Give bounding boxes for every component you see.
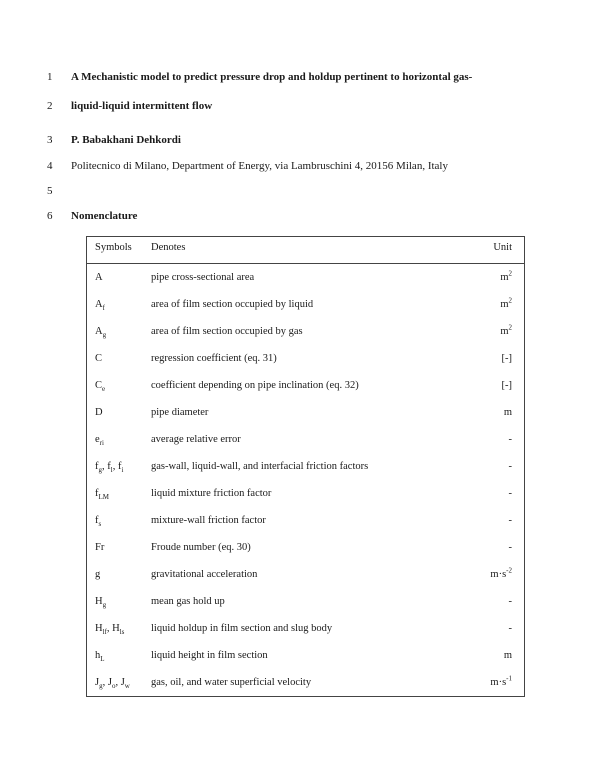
unit-text: - (508, 434, 512, 445)
unit-cell (471, 399, 525, 426)
symbol-extra: , $J_o$, $J_w$ (102, 677, 130, 691)
unit-cell (471, 534, 525, 561)
table-header-row (87, 237, 525, 264)
symbol-cell (87, 426, 152, 453)
symbol-cell (87, 588, 152, 615)
symbol-text: H (95, 623, 103, 634)
author-affiliation: Politecnico di Milano, Department of Energy, via Lambruschini 4, 20156 Milan, Italy (71, 160, 448, 172)
symbol-cell (87, 372, 152, 399)
symbol-subscript: g (98, 466, 102, 475)
unit-cell (471, 669, 525, 697)
table-row (87, 642, 525, 669)
unit-text: - (508, 461, 512, 472)
paper-title-line-2: liquid-liquid intermittent flow (71, 100, 213, 112)
symbol-text: Fr (95, 542, 105, 553)
denotes-cell: coefficient depending on pipe inclination (eq. 32) (151, 380, 359, 391)
line-number: 4 (47, 160, 53, 172)
symbol-text: A (95, 326, 103, 337)
symbol-cell (87, 453, 152, 480)
symbol-cell (87, 642, 152, 669)
header-denotes: Denotes (151, 237, 471, 264)
denotes-cell: liquid mixture friction factor (151, 488, 272, 499)
symbol-cell (87, 534, 152, 561)
symbol-cell (87, 291, 152, 318)
unit-text: - (508, 596, 512, 607)
table-row (87, 345, 525, 372)
denotes-cell: liquid holdup in film section and slug body (151, 623, 333, 634)
unit-text: - (508, 515, 512, 526)
unit-text: [-] (501, 353, 512, 364)
unit-cell (471, 264, 525, 292)
denotes-cell: mean gas hold up (151, 596, 225, 607)
symbol-cell (87, 318, 152, 345)
line-number: 3 (47, 134, 53, 146)
denotes-cell: Froude number (eq. 30) (151, 542, 251, 553)
unit-text: - (508, 488, 512, 499)
unit-text: m·s (490, 677, 507, 688)
denotes-cell: pipe cross-sectional area (151, 272, 255, 283)
symbol-subscript: f (102, 304, 105, 313)
unit-cell (471, 291, 525, 318)
table-row (87, 534, 525, 561)
unit-superscript: 2 (508, 323, 512, 332)
table-row (87, 453, 525, 480)
unit-cell (471, 345, 525, 372)
paper-title-line-1: A Mechanistic model to predict pressure drop and holdup pertinent to horizontal gas- (71, 71, 473, 83)
denotes-cell: gas-wall, liquid-wall, and interfacial friction factors (151, 461, 369, 472)
nomenclature-table (86, 236, 525, 697)
denotes-cell: average relative error (151, 434, 241, 445)
symbol-subscript: g (102, 601, 107, 610)
symbol-text: C (95, 380, 103, 391)
unit-cell (471, 615, 525, 642)
line-number: 6 (47, 210, 53, 222)
symbol-subscript: e (102, 385, 106, 394)
table-row (87, 372, 525, 399)
table-row (87, 588, 525, 615)
unit-cell (471, 480, 525, 507)
symbol-text: A (95, 272, 103, 283)
unit-cell (471, 507, 525, 534)
symbol-text: f (95, 461, 99, 472)
symbol-cell (87, 399, 152, 426)
denotes-cell: gas, oil, and water superficial velocity (151, 677, 312, 688)
unit-text: m (503, 650, 512, 661)
unit-text: [-] (501, 380, 512, 391)
symbol-text: A (95, 299, 103, 310)
symbol-cell (87, 480, 152, 507)
unit-cell (471, 426, 525, 453)
symbol-subscript: g (102, 331, 107, 340)
line-number: 2 (47, 100, 53, 112)
denotes-cell: mixture-wall friction factor (151, 515, 266, 526)
symbol-subscript: L (100, 655, 105, 664)
nomenclature-table-body (87, 237, 525, 697)
unit-cell (471, 588, 525, 615)
header-symbols: Symbols (87, 237, 152, 264)
table-row (87, 291, 525, 318)
table-row (87, 264, 525, 292)
symbol-subscript: s (98, 520, 102, 529)
unit-superscript: -2 (506, 566, 512, 575)
unit-text: - (508, 623, 512, 634)
symbol-text: C (95, 353, 103, 364)
table-row (87, 507, 525, 534)
unit-cell (471, 642, 525, 669)
unit-cell (471, 561, 525, 588)
header-unit: Unit (471, 237, 525, 264)
symbol-text: D (95, 407, 103, 418)
symbol-cell (87, 507, 152, 534)
table-row (87, 669, 525, 697)
unit-text: m (500, 299, 509, 310)
line-number: 5 (47, 185, 53, 197)
unit-text: - (508, 542, 512, 553)
symbol-extra: , $H_{ls}$ (106, 623, 125, 637)
unit-text: m (500, 326, 509, 337)
denotes-cell: liquid height in film section (151, 650, 268, 661)
table-row (87, 480, 525, 507)
symbol-cell (87, 264, 152, 292)
author-name: P. Babakhani Dehkordi (71, 134, 181, 146)
symbol-text: h (95, 650, 101, 661)
unit-cell (471, 318, 525, 345)
unit-text: m (503, 407, 512, 418)
unit-superscript: 2 (508, 296, 512, 305)
denotes-cell: pipe diameter (151, 407, 209, 418)
symbol-subscript: ri (99, 439, 104, 448)
symbol-cell (87, 615, 152, 642)
denotes-cell: area of film section occupied by gas (151, 326, 303, 337)
symbol-cell (87, 669, 152, 697)
symbol-text: H (95, 596, 103, 607)
table-row (87, 318, 525, 345)
symbol-cell (87, 345, 152, 372)
unit-superscript: -1 (506, 674, 512, 683)
symbol-cell (87, 561, 152, 588)
table-row (87, 399, 525, 426)
line-number: 1 (47, 71, 53, 83)
symbol-text: e (95, 434, 100, 445)
unit-text: m (500, 272, 509, 283)
denotes-cell: regression coefficient (eq. 31) (151, 353, 277, 364)
symbol-extra: , $f_l$, $f_i$ (102, 461, 124, 475)
denotes-cell: area of film section occupied by liquid (151, 299, 314, 310)
table-row (87, 615, 525, 642)
unit-superscript: 2 (508, 269, 512, 278)
unit-cell (471, 372, 525, 399)
table-row (87, 426, 525, 453)
symbol-subscript: LM (98, 493, 109, 502)
denotes-cell: gravitational acceleration (151, 569, 258, 580)
symbol-text: f (95, 515, 99, 526)
unit-cell (471, 453, 525, 480)
symbol-text: f (95, 488, 99, 499)
table-row (87, 561, 525, 588)
symbol-subscript: lf (102, 628, 107, 637)
unit-text: m·s (490, 569, 507, 580)
symbol-subscript: g (99, 682, 103, 691)
symbol-text: g (95, 569, 101, 580)
symbol-text: J (95, 677, 100, 688)
nomenclature-heading: Nomenclature (71, 210, 138, 222)
